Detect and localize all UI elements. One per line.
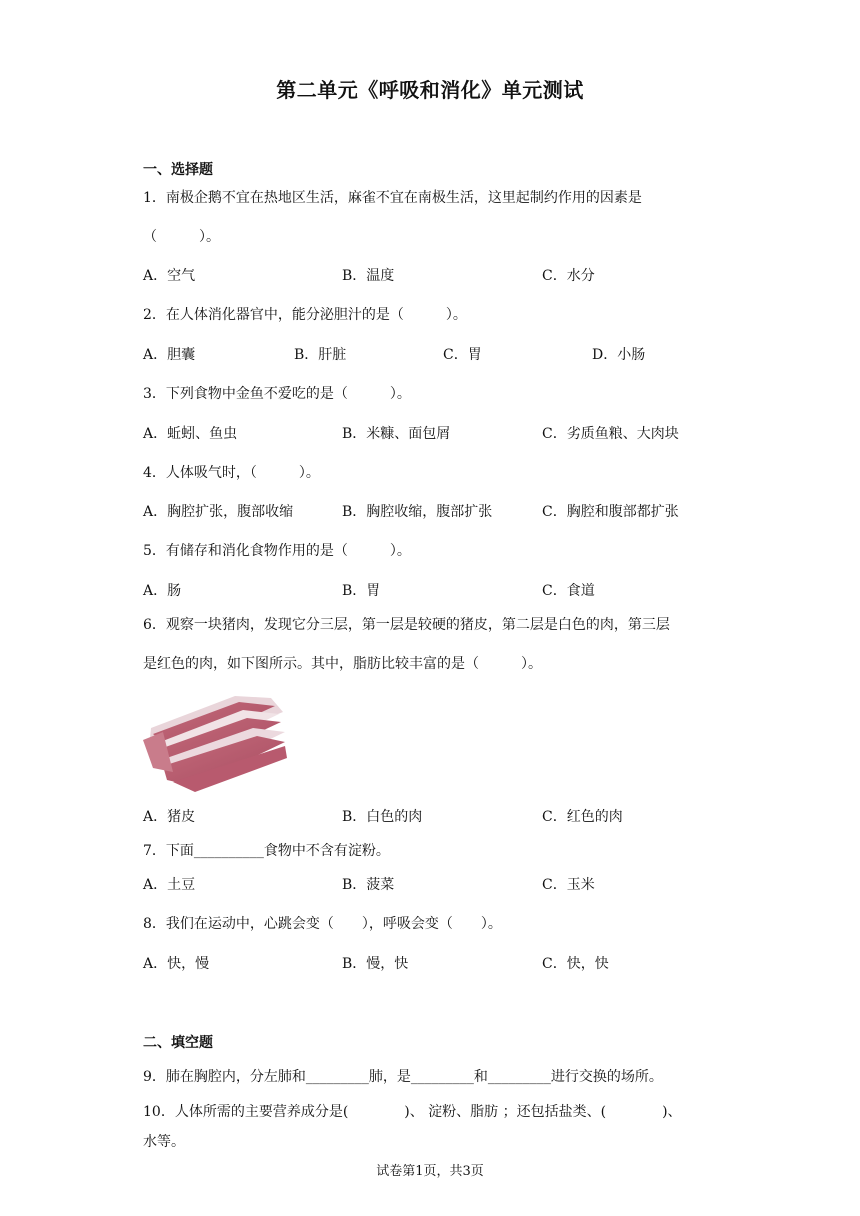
question-3-option-c: C．劣质鱼粮、大肉块 bbox=[542, 426, 679, 442]
question-4-option-b: B．胸腔收缩，腹部扩张 bbox=[342, 504, 493, 520]
question-6-text-cont: 是红色的肉，如下图所示。其中，脂肪比较丰富的是（ ）。 bbox=[143, 656, 542, 672]
question-4-option-c: C．胸腔和腹部都扩张 bbox=[542, 504, 679, 520]
question-7-option-a: A．土豆 bbox=[143, 877, 196, 893]
question-3-text: 3．下列食物中金鱼不爱吃的是（ ）。 bbox=[143, 386, 411, 402]
question-8-option-a: A．快，慢 bbox=[143, 956, 210, 972]
section-heading-choice: 一、选择题 bbox=[143, 162, 213, 178]
question-4-option-a: A．胸腔扩张，腹部收缩 bbox=[143, 504, 294, 520]
question-3-option-a: A．蚯蚓、鱼虫 bbox=[143, 426, 238, 442]
question-6-option-a: A．猪皮 bbox=[143, 809, 196, 825]
question-8-option-c: C．快，快 bbox=[542, 956, 609, 972]
question-3-option-b: B．米糠、面包屑 bbox=[342, 426, 451, 442]
question-2-option-a: A．胆囊 bbox=[143, 347, 196, 363]
pork-belly-image bbox=[143, 688, 288, 793]
question-2-text: 2．在人体消化器官中，能分泌胆汁的是（ ）。 bbox=[143, 307, 467, 323]
question-1-option-b: B．温度 bbox=[342, 268, 395, 284]
question-1-text: 1．南极企鹅不宜在热地区生活，麻雀不宜在南极生活，这里起制约作用的因素是 bbox=[143, 190, 642, 206]
question-9-text: 9．肺在胸腔内，分左肺和_________肺，是_________和_________进行交换的场所。 bbox=[143, 1069, 663, 1085]
question-8-option-b: B．慢，快 bbox=[342, 956, 409, 972]
question-7-text: 7．下面__________食物中不含有淀粉。 bbox=[143, 843, 390, 859]
page-footer: 试卷第1页，共3页 bbox=[376, 1164, 484, 1179]
question-5-option-a: A．肠 bbox=[143, 583, 182, 599]
question-2-option-c: C．胃 bbox=[443, 347, 482, 363]
question-6-option-b: B．白色的肉 bbox=[342, 809, 423, 825]
question-2-option-b: B．肝脏 bbox=[294, 347, 347, 363]
question-2-option-d: D．小肠 bbox=[592, 347, 646, 363]
question-7-option-c: C．玉米 bbox=[542, 877, 595, 893]
page-title: 第二单元《呼吸和消化》单元测试 bbox=[276, 78, 584, 102]
question-10-text: 10．人体所需的主要营养成分是( )、 淀粉、脂肪 ；还包括盐类、( )、 bbox=[143, 1104, 682, 1120]
question-5-option-c: C．食道 bbox=[542, 583, 595, 599]
question-10-text-cont: 水等。 bbox=[143, 1134, 185, 1150]
question-1-option-c: C．水分 bbox=[542, 268, 595, 284]
question-1-text-cont: （ ）。 bbox=[143, 229, 220, 245]
question-6-text: 6．观察一块猪肉，发现它分三层，第一层是较硬的猪皮，第二层是白色的肉，第三层 bbox=[143, 617, 670, 633]
question-5-option-b: B．胃 bbox=[342, 583, 381, 599]
question-1-option-a: A．空气 bbox=[143, 268, 196, 284]
question-7-option-b: B．菠菜 bbox=[342, 877, 395, 893]
question-8-text: 8．我们在运动中，心跳会变（ ），呼吸会变（ ）。 bbox=[143, 916, 502, 932]
section-heading-fill: 二、填空题 bbox=[143, 1035, 213, 1051]
question-4-text: 4．人体吸气时，（ ）。 bbox=[143, 465, 320, 481]
question-5-text: 5．有储存和消化食物作用的是（ ）。 bbox=[143, 543, 411, 559]
question-6-option-c: C．红色的肉 bbox=[542, 809, 623, 825]
